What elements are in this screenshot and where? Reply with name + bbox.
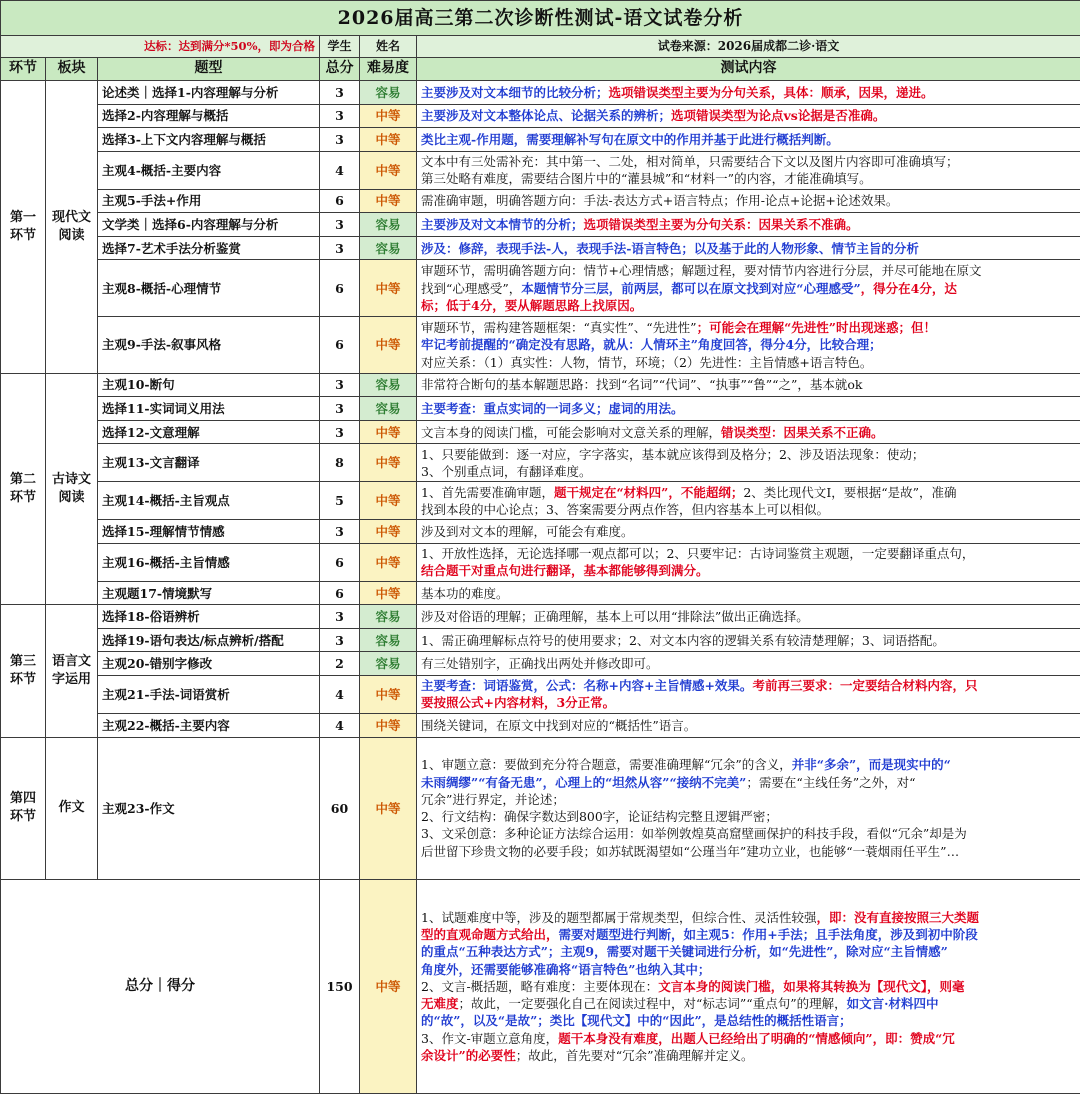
- question-type: 主观16-概括-主旨情感: [98, 543, 320, 581]
- student-label: 学生: [320, 36, 360, 57]
- content-segment: 找到本段的中心论点；3、答案需要分两点作答，但内容基本上可以相似。: [421, 501, 829, 517]
- question-type: 选择3-上下文内容理解与概括: [98, 128, 320, 152]
- question-score: 5: [320, 482, 360, 520]
- question-analysis: [417, 581, 1080, 605]
- content-line: [421, 523, 1076, 540]
- content-segment: ；需要在“主线任务”之外，对“: [746, 774, 916, 790]
- content-segment: 非常符合断句的基本解题思路：找到“名词”“代词”、“执事”“鲁”“之”，基本就ok: [421, 377, 863, 393]
- question-score: 3: [320, 628, 360, 652]
- content-line: [421, 262, 1076, 279]
- table-row: [1, 444, 1080, 482]
- question-analysis: [417, 373, 1080, 397]
- content-segment: ，即：没有直接按照三大类题: [816, 909, 979, 925]
- difficulty-badge: 中等: [360, 543, 417, 581]
- question-analysis: [417, 628, 1080, 652]
- content-segment: 3、个别重点词，有翻译难度。: [421, 463, 592, 479]
- question-score: 60: [320, 737, 360, 879]
- table-row: [1, 581, 1080, 605]
- content-segment: 涉及：修辞，表现手法-人，表现手法-语言特色；以及基于此的人物形象、情节主旨的分析: [421, 240, 919, 256]
- content-line: [421, 632, 1076, 649]
- question-type: 论述类｜选择1-内容理解与分析: [98, 81, 320, 105]
- content-segment: 审题环节，需构建答题框架：“真实性”、“先进性”: [421, 320, 697, 336]
- difficulty-badge: 中等: [360, 420, 417, 444]
- question-analysis: [417, 81, 1080, 105]
- question-score: 2: [320, 652, 360, 676]
- content-line: [421, 297, 1076, 314]
- content-line: [421, 153, 1076, 170]
- content-segment: 文言本身的阅读门槛，如果将其转换为【现代文】，则毫: [658, 978, 965, 994]
- content-line: [421, 791, 1076, 808]
- question-type: 主观22-概括-主要内容: [98, 713, 320, 737]
- difficulty-badge: 中等: [360, 737, 417, 879]
- content-line: [421, 808, 1076, 825]
- section-cell: 第一环节: [1, 81, 46, 374]
- question-type: 主观9-手法-叙事风格: [98, 317, 320, 374]
- section-cell: 第三环节: [1, 605, 46, 737]
- content-line: [421, 1012, 1076, 1029]
- question-type: 主观23-作文: [98, 737, 320, 879]
- pass-requirement: 达标：达到满分*50%，即为合格: [1, 36, 320, 57]
- header-module: 板块: [46, 57, 98, 81]
- content-segment: 选项错误类型为论点vs论据是否准确。: [671, 108, 886, 124]
- question-analysis: [417, 652, 1080, 676]
- content-line: [421, 655, 1076, 672]
- question-analysis: [417, 317, 1080, 374]
- difficulty-badge: 容易: [360, 236, 417, 260]
- content-line: [421, 608, 1076, 625]
- difficulty-badge: 中等: [360, 444, 417, 482]
- content-segment: 围绕关键词，在原文中找到对应的“概括性”语言。: [421, 717, 697, 733]
- content-line: [421, 1047, 1076, 1064]
- content-line: [421, 84, 1076, 101]
- table-row: [1, 213, 1080, 237]
- content-segment: 冗余”进行界定，并论述；: [421, 791, 565, 807]
- question-analysis: [417, 482, 1080, 520]
- content-line: [421, 319, 1076, 336]
- content-segment: 未雨绸缪”“有备无患”，心理上的“坦然从容”“接纳不完美”: [421, 774, 747, 790]
- content-segment: 的重点“五种表达方式”；主观9，需要对题干关键词进行分析，如“先进性”，除对应“主旨情感”: [421, 944, 948, 960]
- question-score: 6: [320, 189, 360, 213]
- content-segment: 的“故”，以及“是故”；类比【现代文】中的“因此”，是总结性的概括性语言；: [421, 1013, 852, 1029]
- content-line: [421, 354, 1076, 371]
- content-segment: 3、作文-审题立意角度，: [421, 1030, 559, 1046]
- difficulty-badge: 中等: [360, 581, 417, 605]
- difficulty-badge: 容易: [360, 628, 417, 652]
- content-line: [421, 240, 1076, 257]
- analysis-table-body: [1, 1, 1080, 1094]
- summary-score: 150: [320, 879, 360, 1093]
- question-score: 3: [320, 605, 360, 629]
- content-line: [421, 545, 1076, 562]
- question-score: 6: [320, 317, 360, 374]
- table-row: [1, 189, 1080, 213]
- question-analysis: [417, 236, 1080, 260]
- difficulty-badge: 容易: [360, 605, 417, 629]
- module-cell: 作文: [46, 737, 98, 879]
- content-segment: ；故此，首先要对“冗余”准确理解并定义。: [515, 1047, 754, 1063]
- table-row: [1, 605, 1080, 629]
- summary-analysis: [417, 879, 1080, 1093]
- difficulty-badge: 中等: [360, 189, 417, 213]
- header-row: [1, 57, 1080, 81]
- question-analysis: [417, 676, 1080, 714]
- content-line: [421, 1030, 1076, 1047]
- content-line: [421, 484, 1076, 501]
- question-score: 3: [320, 397, 360, 421]
- question-analysis: [417, 397, 1080, 421]
- meta-row: [1, 36, 1080, 57]
- content-segment: 题干本身没有难度，出题人已经给出了明确的“情感倾向”，即：赞成“冗: [558, 1030, 955, 1046]
- question-score: 4: [320, 713, 360, 737]
- summary-difficulty: 中等: [360, 879, 417, 1093]
- content-line: [421, 446, 1076, 463]
- section-cell: 第四环节: [1, 737, 46, 879]
- content-segment: 找到“心理感受”，: [421, 280, 522, 296]
- table-row: [1, 373, 1080, 397]
- content-segment: 主要涉及对文本情节的分析；: [421, 216, 584, 232]
- content-segment: 如文言·材料四中: [846, 996, 939, 1012]
- difficulty-badge: 中等: [360, 520, 417, 544]
- question-analysis: [417, 128, 1080, 152]
- content-segment: 文本中有三处需补充：其中第一、二处，相对简单，只需要结合下文以及图片内容即可准确填写；: [421, 154, 959, 170]
- question-type: 选择11-实词词义用法: [98, 397, 320, 421]
- content-line: [421, 961, 1076, 978]
- content-segment: 后世留下珍贵文物的必要手段；如苏轼既渴望如“公瑾当年”建功立业，也能够“一蓑烟雨任平生”…: [421, 843, 960, 859]
- question-analysis: [417, 189, 1080, 213]
- table-row: [1, 676, 1080, 714]
- difficulty-badge: 容易: [360, 652, 417, 676]
- page-title: 2026届高三第二次诊断性测试-语文试卷分析: [1, 1, 1080, 36]
- header-score: 总分: [320, 57, 360, 81]
- content-segment: 主要涉及对文本细节的比较分析；: [421, 84, 609, 100]
- table-row: [1, 397, 1080, 421]
- difficulty-badge: 中等: [360, 104, 417, 128]
- paper-source: 试卷来源：2026届成都二诊·语文: [417, 36, 1080, 57]
- content-line: [421, 562, 1076, 579]
- content-segment: 1、开放性选择，无论选择哪一观点都可以；2、只要牢记：古诗词鉴赏主观题，一定要翻译重点句，: [421, 546, 975, 562]
- content-segment: 选项错误类型主要为分句关系，具体：顺承，因果，递进。: [608, 84, 934, 100]
- summary-row: [1, 879, 1080, 1093]
- question-analysis: [417, 737, 1080, 879]
- content-segment: 1、只要能做到：逐一对应，字字落实，基本就应该得到及格分；2、涉及语法现象：使动；: [421, 446, 925, 462]
- question-analysis: [417, 260, 1080, 317]
- content-segment: ；可能会在理解“先进性”时出现迷惑；但！: [696, 320, 936, 336]
- question-type: 主观题17-情境默写: [98, 581, 320, 605]
- table-row: [1, 317, 1080, 374]
- question-score: 6: [320, 260, 360, 317]
- table-row: [1, 236, 1080, 260]
- difficulty-badge: 中等: [360, 482, 417, 520]
- question-type: 选择15-理解情节情感: [98, 520, 320, 544]
- content-line: [421, 216, 1076, 233]
- content-segment: 标；低于4分，要从解题思路上找原因。: [421, 297, 643, 313]
- content-segment: 第三处略有难度，需要结合图片中的“灌县城”和“材料一”的内容，才能准确填写。: [421, 171, 872, 187]
- content-line: [421, 400, 1076, 417]
- content-segment: 型的直观命题方式给出，: [421, 927, 559, 943]
- content-segment: 2、行文结构：确保字数达到800字，论证结构完整且逻辑严密；: [421, 809, 778, 825]
- question-analysis: [417, 420, 1080, 444]
- content-segment: 无难度: [421, 996, 459, 1012]
- table-row: [1, 81, 1080, 105]
- content-line: [421, 424, 1076, 441]
- table-row: [1, 652, 1080, 676]
- content-segment: 主要涉及对文本整体论点、论据关系的辨析；: [421, 108, 672, 124]
- content-segment: 对应关系：（1）真实性：人物，情节，环境；（2）先进性：主旨情感+语言特色。: [421, 354, 873, 370]
- module-cell: 语言文字运用: [46, 605, 98, 737]
- content-segment: 3、文采创意：多种论证方法综合运用：如举例敦煌莫高窟壁画保护的科技手段，看似“冗余”却是为: [421, 826, 967, 842]
- content-segment: 题干规定在“材料四”，不能超纲；: [553, 484, 744, 500]
- table-row: [1, 420, 1080, 444]
- table-row: [1, 543, 1080, 581]
- question-type: 主观14-概括-主旨观点: [98, 482, 320, 520]
- content-segment: 1、需正确理解标点符号的使用要求；2、对文本内容的逻辑关系有较清楚理解；3、词语搭配。: [421, 632, 945, 648]
- content-segment: 需要对题型进行判断，如主观5：作用+手法；且手法角度，涉及到初中阶段: [558, 927, 978, 943]
- question-analysis: [417, 543, 1080, 581]
- content-segment: ，得分在4分，达: [860, 280, 957, 296]
- question-analysis: [417, 605, 1080, 629]
- question-type: 主观5-手法+作用: [98, 189, 320, 213]
- question-type: 选择7-艺术手法分析鉴赏: [98, 236, 320, 260]
- header-section: 环节: [1, 57, 46, 81]
- content-line: [421, 717, 1076, 734]
- content-line: [421, 170, 1076, 187]
- difficulty-badge: 中等: [360, 151, 417, 189]
- content-line: [421, 677, 1076, 694]
- header-type: 题型: [98, 57, 320, 81]
- question-score: 8: [320, 444, 360, 482]
- content-segment: 角度外，还需要能够准确将“语言特色”也纳入其中；: [421, 961, 711, 977]
- question-score: 3: [320, 213, 360, 237]
- difficulty-badge: 容易: [360, 373, 417, 397]
- difficulty-badge: 中等: [360, 713, 417, 737]
- question-type: 主观8-概括-心理情节: [98, 260, 320, 317]
- content-segment: 并非“多余”，而是现实中的“: [791, 757, 951, 773]
- content-line: [421, 280, 1076, 297]
- summary-label: 总分｜得分: [1, 879, 320, 1093]
- module-cell: 古诗文阅读: [46, 373, 98, 605]
- content-line: [421, 463, 1076, 480]
- header-content: 测试内容: [417, 57, 1080, 81]
- difficulty-badge: 容易: [360, 213, 417, 237]
- question-type: 主观10-断句: [98, 373, 320, 397]
- content-segment: 1、审题立意：要做到充分符合题意，需要准确理解“冗余”的含义，: [421, 757, 792, 773]
- content-segment: 选项错误类型主要为分句关系：因果关系不准确。: [583, 216, 859, 232]
- question-score: 3: [320, 420, 360, 444]
- content-segment: 审题环节，需明确答题方向：情节+心理情感；解题过程，要对情节内容进行分层，并尽可能地在原文: [421, 263, 982, 279]
- question-analysis: [417, 151, 1080, 189]
- difficulty-badge: 中等: [360, 260, 417, 317]
- question-score: 6: [320, 581, 360, 605]
- question-score: 4: [320, 151, 360, 189]
- question-type: 文学类｜选择6-内容理解与分析: [98, 213, 320, 237]
- question-type: 主观13-文言翻译: [98, 444, 320, 482]
- difficulty-badge: 中等: [360, 317, 417, 374]
- content-segment: 类比主观-作用题，需要理解补写句在原文中的作用并基于此进行概括判断。: [421, 131, 839, 147]
- header-difficulty: 难易度: [360, 57, 417, 81]
- content-segment: 需准确审题，明确答题方向：手法-表达方式+语言特点；作用-论点+论据+论述效果。: [421, 193, 899, 209]
- question-score: 3: [320, 81, 360, 105]
- content-segment: 2、类比现代文I，要根据“是故”，准确: [743, 484, 957, 500]
- difficulty-badge: 容易: [360, 81, 417, 105]
- content-line: [421, 756, 1076, 773]
- difficulty-badge: 中等: [360, 128, 417, 152]
- content-line: [421, 774, 1076, 791]
- content-segment: 要按照公式+内容材料，3分正常。: [421, 695, 616, 711]
- table-row: [1, 128, 1080, 152]
- content-line: [421, 995, 1076, 1012]
- content-segment: 1、首先需要准确审题，: [421, 484, 554, 500]
- content-segment: 结合题干对重点句进行翻译，基本都能够得到满分。: [421, 563, 709, 579]
- content-segment: 错误类型：因果关系不正确。: [721, 424, 884, 440]
- difficulty-badge: 中等: [360, 676, 417, 714]
- question-type: 选择18-俗语辨析: [98, 605, 320, 629]
- content-line: [421, 336, 1076, 353]
- question-score: 3: [320, 104, 360, 128]
- content-line: [421, 926, 1076, 943]
- table-row: [1, 737, 1080, 879]
- content-segment: 有三处错别字，正确找出两处并修改即可。: [421, 656, 659, 672]
- question-analysis: [417, 520, 1080, 544]
- question-score: 3: [320, 128, 360, 152]
- difficulty-badge: 容易: [360, 397, 417, 421]
- content-line: [421, 585, 1076, 602]
- name-label: 姓名: [360, 36, 417, 57]
- question-type: 主观4-概括-主要内容: [98, 151, 320, 189]
- question-analysis: [417, 104, 1080, 128]
- question-analysis: [417, 713, 1080, 737]
- question-analysis: [417, 444, 1080, 482]
- section-cell: 第二环节: [1, 373, 46, 605]
- table-row: [1, 151, 1080, 189]
- content-line: [421, 192, 1076, 209]
- question-score: 3: [320, 373, 360, 397]
- content-segment: 考前再三要求：一定要结合材料内容，只: [752, 678, 978, 694]
- content-line: [421, 909, 1076, 926]
- question-score: 3: [320, 236, 360, 260]
- content-line: [421, 978, 1076, 995]
- table-row: [1, 713, 1080, 737]
- content-segment: 2、文言-概括题，略有难度：主要体现在：: [421, 978, 659, 994]
- question-score: 3: [320, 520, 360, 544]
- question-type: 选择2-内容理解与概括: [98, 104, 320, 128]
- content-segment: 1、试题难度中等，涉及的题型都属于常规类型，但综合性、灵活性较强: [421, 909, 817, 925]
- content-line: [421, 107, 1076, 124]
- module-cell: 现代文阅读: [46, 81, 98, 374]
- content-line: [421, 694, 1076, 711]
- table-row: [1, 520, 1080, 544]
- content-segment: ；故此，一定要强化自己在阅读过程中，对“标志词”“重点句”的理解，: [458, 996, 847, 1012]
- question-type: 选择12-文意理解: [98, 420, 320, 444]
- table-row: [1, 628, 1080, 652]
- question-score: 6: [320, 543, 360, 581]
- content-line: [421, 943, 1076, 960]
- table-row: [1, 104, 1080, 128]
- content-segment: 文言本身的阅读门槛，可能会影响对文意关系的理解，: [421, 424, 722, 440]
- content-segment: 涉及对俗语的理解；正确理解，基本上可以用“排除法”做出正确选择。: [421, 609, 809, 625]
- content-segment: 主要考查：重点实词的一词多义；虚词的用法。: [421, 400, 684, 416]
- question-analysis: [417, 213, 1080, 237]
- question-type: 选择19-语句表达/标点辨析/搭配: [98, 628, 320, 652]
- content-line: [421, 376, 1076, 393]
- content-segment: 基本功的难度。: [421, 585, 509, 601]
- content-line: [421, 825, 1076, 842]
- content-segment: 牢记考前提醒的“确定没有思路，就从：人情环主”角度回答，得分4分，比较合理；: [421, 337, 882, 353]
- title-row: [1, 1, 1080, 36]
- content-segment: 涉及到对文本的理解，可能会有难度。: [421, 524, 634, 539]
- content-segment: 余设计”的必要性: [421, 1047, 516, 1063]
- content-line: [421, 843, 1076, 860]
- content-segment: 主要考查：词语鉴赏，公式：名称+内容+主旨情感+效果。: [421, 678, 753, 694]
- content-line: [421, 131, 1076, 148]
- content-segment: 本题情节分三层，前两层，都可以在原文找到对应“心理感受”: [521, 280, 861, 296]
- content-line: [421, 501, 1076, 518]
- question-type: 主观21-手法-词语赏析: [98, 676, 320, 714]
- table-row: [1, 260, 1080, 317]
- question-type: 主观20-错别字修改: [98, 652, 320, 676]
- question-score: 4: [320, 676, 360, 714]
- table-row: [1, 482, 1080, 520]
